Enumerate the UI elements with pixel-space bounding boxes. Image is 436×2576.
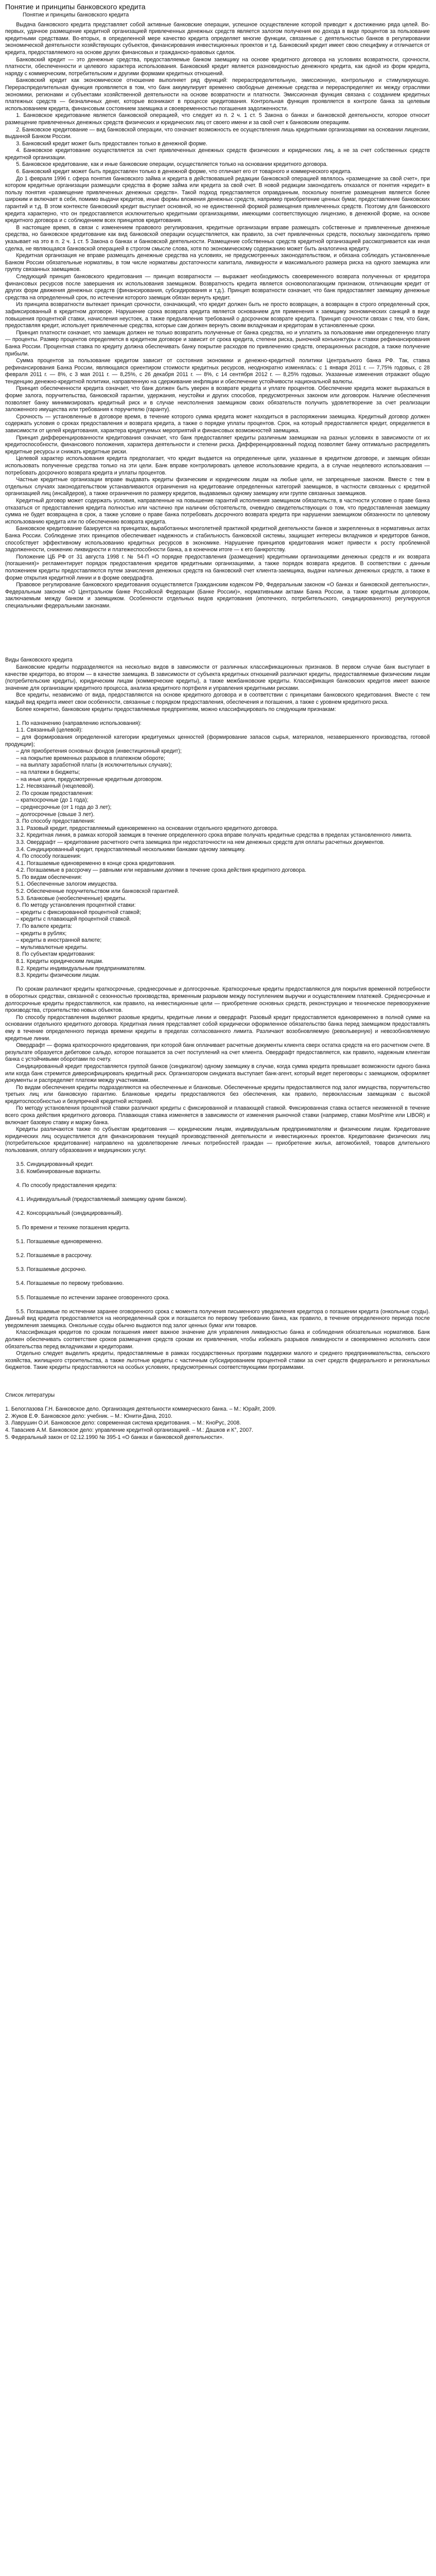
list-item: 3.6. Комбинированные варианты. (16, 1168, 101, 1175)
list-item: 5.4. Погашаемые по первому требованию. (16, 1280, 124, 1287)
paragraph: Овердрафт — форма краткосрочного кредитования, при которой банк оплачивает расчетные документы клиента сверх остатка средств на его расчетном счете. В результате образуется дебетовое сальдо, которое погашается за счет поступлений на счет клиента. Овердрафт предоставляется, как правило, надежным клиентам банка с устойчивыми оборотами по счету. (5, 1042, 430, 1063)
list-item: – кредиты с фиксированной процентной ставкой; (16, 909, 141, 916)
list-item: – кредиты в иностранной валюте; (16, 937, 102, 944)
list-item: 5.3. Бланковые (необеспеченные) кредиты. (16, 895, 127, 902)
paragraph: Выдача банковского кредита представляет собой активные банковские операции, успешное осуществление которой приводит к достижению ряда целей. Во-первых, удачное размещение кредитной организацией привлеченных денежных средств является залогом получения ею дохода в виде процентов за пользование кредитными средствами. Во-вторых, в определенной мере качество кредита определяет многие функции, связанные с деятельностью банков в регулировании экономической деятельности хозяйствующих субъектов, финансирования инвестиционных проектов и т.д. Банковский кредит имеет свою специфику и отличается от кредита, предоставляемого на основе других финансовых и гражданско-правовых сделок. (5, 21, 430, 56)
reference-item: 3. Лаврушин О.И. Банковское дело: современная система кредитования. – М.: КноРус, 2008. (5, 1420, 241, 1427)
paragraph: 6. Банковский кредит может быть предоставлен только в денежной форме, что отличает его от товарного и коммерческого кредита. (16, 168, 352, 175)
paragraph: В настоящее время, в связи с изменением правового регулирования, кредитные организации вправе размещать собственные и привлеченные денежные средства, но банковское кредитование как вид банковской операции осуществляется, как правило, за счет привлеченных средств, поскольку законодатель прямо указывает на это в п. 2 ч. 1 ст. 5 Закона о банках и банковской деятельности. Размещение собственных средств кредитной организацией рассматривается как иная сделка, не являющаяся банковской операцией в строгом смысле слова, хотя по экономическому содержанию может быть аналогична кредиту. (5, 224, 430, 252)
list-item: 1.2. Несвязанный (нецелевой). (16, 783, 95, 790)
list-item: 5.5. Погашаемые по истечении заранее оговоренного срока. (16, 1294, 170, 1301)
paragraph: По срокам различают кредиты краткосрочные, среднесрочные и долгосрочные. Краткосрочные кредиты предоставляются для покрытия временной потребности в оборотных средствах, связанной с сезонностью производства, временным разрывом между поступлением выручки и осуществлением платежей. Среднесрочные и долгосрочные кредиты предоставляются, как правило, на инвестиционные цели — приобретение основных средств, реконструкцию и техническое перевооружение производства, строительство новых объектов. (5, 986, 430, 1014)
list-item: 4.2. Погашаемые в рассрочку — равными или неравными долями в течение срока действия кредитного договора. (16, 867, 307, 874)
section-heading: Виды банковского кредита (5, 657, 73, 664)
paragraph: Банковский кредит — это денежные средства, предоставляемые банком заемщику на основе кредитного договора на условиях возвратности, срочности, платности, обеспеченности и целевого характера использования. Банковский кредит является разновидностью денежного кредита, как одной из форм кредита, наряду с коммерческим, потребительским и другими формами кредитных отношений. (5, 56, 430, 77)
paragraph: Принцип дифференцированности кредитования означает, что банк предоставляет кредиты различным заемщикам на разных условиях в зависимости от их кредитоспособности, финансового положения, характера деятельности и степени риска. Дифференцированный подход позволяет банку оптимально распределять кредитные ресурсы и снижать кредитные риски. (5, 434, 430, 455)
section-repayment (5, 1155, 430, 1371)
paragraph: 5.5. Погашаемые по истечении заранее оговоренного срока с момента получения письменного уведомления кредитора о погашении кредита (онкольные ссуды). Данный вид кредита предоставляется на неопределенный срок и погашается по первому требованию банка, как правило, в течение определенного периода после уведомления заемщика. Онкольные ссуды обычно выдаются под залог ценных бумаг или товаров. (5, 1308, 430, 1329)
document-title: Понятие и принципы банковского кредита (5, 3, 146, 11)
paragraph: Банковское кредитование базируется на принципах, выработанных многолетней практикой кредитной деятельности банков и закрепленных в нормативных актах Банка России. Соблюдение этих принципов обеспечивает надежность и стабильность банковской системы, защищает интересы вкладчиков и кредиторов банков, способствует эффективному использованию кредитных ресурсов в экономике. Нарушение принципов кредитования может привести к росту проблемной задолженности, снижению ликвидности и платежеспособности банка, а в конечном итоге — к его банкротству. (5, 526, 430, 553)
paragraph: 3. Банковский кредит может быть предоставлен только в денежной форме. (16, 140, 207, 147)
paragraph: Синдицированный кредит предоставляется группой банков (синдикатом) одному заемщику в случае, когда сумма кредита превышает возможности одного банка или когда банк стремится диверсифицировать кредитный риск. Организатором синдиката выступает банк-агент, который ведет переговоры с заемщиком, оформляет документы и распределяет платежи между участниками. (5, 1063, 430, 1084)
paragraph: Срочность — установленные в договоре время, в течение которого сумма кредита может находиться в распоряжении заемщика. Кредитный договор должен содержать условия о сроках предоставления и возврата кредита, а также о порядке уплаты процентов. Срок, на который предоставляется кредит, определяется в зависимости от целей кредитования, характера кредитуемых мероприятий и финансовых возможностей заемщика. (5, 413, 430, 434)
paragraph: 5. Банковское кредитование, как и иные банковские операции, осуществляется только на основании кредитного договора. (16, 161, 328, 168)
paragraph: Банковский кредит как экономическое отношение выполняет ряд функций: перераспределительную, эмиссионную, контрольную и стимулирующую. Перераспределительная функция проявляется в том, что банк аккумулирует временно свободные денежные средства и перераспределяет их между отраслями экономики, регионами и субъектами хозяйственной деятельности на основе возвратности и платности. Эмиссионная функция связана с созданием кредитных платежных средств — безналичных денег, которые возникают в процессе кредитования. Контрольная функция проявляется в контроле банка за целевым использованием кредита, финансовым состоянием заемщика и своевременностью погашения задолженности. (5, 77, 430, 112)
list-item: 5.1. Погашаемые единовременно. (16, 1238, 103, 1245)
paragraph: Банковские кредиты подразделяются на несколько видов в зависимости от различных классификационных признаков. В первом случае банк выступает в качестве кредитора, во втором — в качестве заемщика. В зависимости от субъекта кредитных отношений различают кредиты, предоставляемые физическим лицам (потребительские кредиты), юридическим лицам (коммерческие кредиты), а также межбанковские кредиты. Классификация банковских кредитов имеет важное значение для организации кредитного процесса, анализа кредитного портфеля и управления кредитными рисками. (5, 664, 430, 691)
reference-item: 2. Жуков Е.Ф. Банковское дело: учебник. – М.: Юнити-Дана, 2010. (5, 1413, 172, 1419)
list-item: – долгосрочные (свыше 3 лет). (16, 811, 95, 818)
list-item: – на выплату заработной платы (в исключительных случаях); (16, 762, 172, 769)
paragraph: По способу предоставления выделяют разовые кредиты, кредитные линии и овердрафт. Разовый кредит предоставляется единовременно в полной сумме на основании отдельного кредитного договора. Кредитная линия представляет собой юридически оформленное обязательство банка перед заемщиком предоставлять ему в течение определенного периода времени кредиты в пределах согласованного лимита. Различают возобновляемую (револьверную) и невозобновляемую кредитные линии. (5, 1014, 430, 1042)
section-credit-types (5, 657, 430, 1154)
reference-item: 1. Белоглазова Г.Н. Банковское дело. Организация деятельности коммерческого банка. – М.: Юрайт, 2009. (5, 1406, 276, 1413)
reference-item: 4. Тавасиев А.М. Банковское дело: управление кредитной организацией. – М.: Дашков и К°, 2007. (5, 1427, 253, 1433)
list-item: 5.2. Погашаемые в рассрочку. (16, 1252, 92, 1259)
list-item: – среднесрочные (от 1 года до 3 лет); (16, 804, 112, 810)
paragraph: Частные кредитные организации вправе выдавать кредиты физическим и юридическим лицам на любые цели, не запрещенные законом. Вместе с тем в отдельных случаях законодательством устанавливаются ограничения на кредитование определенных категорий заемщиков, в частности связанных с кредитной организацией лиц (инсайдеров), а также ограничения по размеру кредитов, выдаваемых одному заемщику или группе связанных заемщиков. (5, 477, 430, 497)
list-item: 6. По методу установления процентной ставки: (16, 902, 136, 909)
paragraph: Положение ЦБ РФ от 31 августа 1998 г. № 54-П «О порядке предоставления (размещения) кредитными организациями денежных средств и их возврата (погашения)» регламентирует порядок предоставления кредитов кредитными организациями, а также порядок возврата кредитов. В соответствии с данным положением кредиты предоставляются путем зачисления денежных средств на банковский счет клиента-заемщика, выдачи наличных денежных средств, а также в форме открытия кредитной линии и в форме овердрафта. (5, 553, 430, 581)
paragraph: Сумма процентов за пользование кредитом зависит от состояния экономики и денежно-кредитной политики Центрального банка РФ. Так, ставка рефинансирования Банка России, являющаяся ориентиром стоимости кредитных ресурсов, неоднократно изменялась: с 1 января 2011 г. — 7,75% годовых, с 28 февраля 2011 г. — 8%, с 3 мая 2011 г. — 8,25%, с 26 декабря 2011 г. — 8%, с 14 сентября 2012 г. — 8,25% годовых. Указанные изменения отражают общую тенденцию денежно-кредитной политики, направленную на сдерживание инфляции и обеспечение устойчивости национальной валюты. (5, 358, 430, 385)
paragraph: Принцип обеспеченности кредита означает, что банк должен быть уверен в возврате кредита и уплате процентов. Обеспечение кредита может выражаться в форме залога, поручительства, банковской гарантии, удержания, неустойки и других способов, предусмотренных законом или договором. Наличие обеспечения позволяет банку минимизировать кредитный риск и в случае неисполнения заемщиком своих обязательств получить удовлетворение за счет реализации заложенного имущества или требования к поручителю (гаранту). (5, 385, 430, 413)
list-item: 5.1. Обеспеченные залогом имущества. (16, 881, 118, 888)
references-title: Список литературы (5, 1392, 55, 1399)
list-item: – для приобретения основных фондов (инвестиционный кредит); (16, 748, 182, 755)
list-item: 3.3. Овердрафт — кредитование расчетного счета заемщика при недостаточности на нем денежных средств для оплаты расчетных документов. (16, 839, 385, 845)
list-item: 5. По времени и технике погашения кредита. (16, 1224, 130, 1231)
paragraph: По методу установления процентной ставки различают кредиты с фиксированной и плавающей ставкой. Фиксированная ставка остается неизменной в течение всего срока действия кредитного договора. Плавающая ставка изменяется в зависимости от изменения рыночной ставки (например, ставки MosPrime или LIBOR) и включает базовую ставку и маржу банка. (5, 1105, 430, 1126)
paragraph: Следующий принцип банковского кредитования — принцип возвратности — выражает необходимость своевременного возврата полученных от кредитора финансовых ресурсов после завершения их использования заемщиком. Возвратность кредита является основополагающим признаком, отличающим кредит от других форм движения денежных средств (финансирования, субсидирования и т.д.). Принцип возвратности означает, что банк предоставляет заемщику денежные средства на определенный срок, по истечении которого заемщик обязан вернуть кредит. (5, 273, 430, 301)
list-item: – для формирования определенной категории кредитуемых ценностей (формирование запасов сырья, материалов, незавершенного производства, готовой продукции); (5, 734, 430, 748)
reference-item: 5. Федеральный закон от 02.12.1990 № 395-1 «О банках и банковской деятельности». (5, 1434, 224, 1440)
paragraph: Более конкретно, банковские кредиты предоставляемые предприятиям, можно классифицировать по следующим признакам: (16, 706, 336, 713)
list-item: 5.3. Погашаемые досрочно. (16, 1266, 86, 1273)
list-item: 4. По способу погашения: (16, 853, 81, 860)
list-item: 4.2. Консорциальный (синдицированный). (16, 1210, 123, 1217)
list-item: 5.2. Обеспеченные поручительством или банковской гарантией. (16, 888, 180, 895)
paragraph: Принцип платности означает, что заемщик должен не только возвратить полученные от банка средства, но и уплатить за пользование ими определенную плату — проценты. Размер процентов определяется в кредитном договоре и зависит от срока кредита, степени риска, рыночной конъюнктуры и ставки рефинансирования Банка России. Процентная ставка по кредиту должна обеспечивать банку покрытие расходов по привлечению средств, операционных расходов, а также получение прибыли. (5, 329, 430, 357)
list-item: 7. По валюте кредита: (16, 923, 73, 930)
classification-list (5, 720, 430, 979)
list-item: 8. По субъектам кредитования: (16, 951, 95, 958)
paragraph: Правовое регулирование банковского кредитования осуществляется Гражданским кодексом РФ, Федеральным законом «О банках и банковской деятельности», Федеральным законом «О Центральном банке Российской Федерации (Банке России)», нормативными актами Банка России, а также кредитным договором, заключаемым между банком и заемщиком. Особенности отдельных видов кредитования (ипотечного, потребительского, синдицированного) регулируются специальными федеральными законами. (5, 582, 430, 609)
list-item: 1.1. Связанный (целевой): (16, 727, 83, 734)
list-item: 3.4. Синдицированный кредит, предоставляемый несколькими банками одному заемщику. (16, 846, 246, 853)
list-item: 8.1. Кредиты юридическим лицам. (16, 958, 103, 964)
paragraph: Кредиты различаются также по субъектам кредитования — юридическим лицам, индивидуальным предпринимателям и физическим лицам. Кредитование юридических лиц осуществляется для финансирования текущей производственной деятельности и инвестиционных проектов. Кредитование физических лиц (потребительское кредитование) направлено на удовлетворение личных потребностей граждан — приобретение жилья, автомобилей, товаров длительного пользования, оплату образования и медицинских услуг. (5, 1126, 430, 1154)
section-concept (5, 22, 430, 610)
paragraph: Классификация кредитов по срокам погашения имеет важное значение для управления ликвидностью банка и соблюдения обязательных нормативов. Банк должен обеспечивать соответствие сроков размещения средств срокам их привлечения, чтобы избежать разрывов ликвидности и своевременно исполнять свои обязательства перед вкладчиками и кредиторами. (5, 1329, 430, 1350)
list-item: – кредиты с плавающей процентной ставкой. (16, 916, 131, 923)
paragraph: Из принципа возвратности вытекает принцип срочности, означающий, что кредит должен быть не просто возвращен, а возвращен в строго определенный срок, зафиксированный в кредитном договоре. Нарушение срока возврата кредита является основанием для применения к заемщику экономических санкций в виде повышения процентной ставки, начисления неустоек, а также предъявления требований о досрочном возврате кредита. Принцип срочности связан с тем, что банк, предоставляя кредит, использует привлеченные средства, которые сам должен вернуть своим вкладчикам и кредиторам в установленные сроки. (5, 301, 430, 329)
list-item: – краткосрочные (до 1 года); (16, 797, 89, 804)
list-item: 8.2. Кредиты индивидуальным предпринимателям. (16, 965, 146, 972)
list-item: 4.1. Погашаемые единовременно в конце срока кредитования. (16, 860, 176, 867)
list-item: 3. По способу предоставления: (16, 818, 95, 825)
paragraph: Кредитный договор может содержать условия, направленные на повышение гарантий исполнения заемщиком обязательств, в частности условие о праве банка отказаться от предоставления кредита полностью или частично при наличии обстоятельств, очевидно свидетельствующих о том, что предоставленная заемщику сумма не будет возвращена в срок, а также условие о праве банка потребовать досрочного возврата кредита при нарушении заемщиком обязанности по целевому использованию кредита или по обеспечению возврата кредита. (5, 497, 430, 525)
paragraph: 1. Банковское кредитование является банковской операцией, что следует из п. 2 ч. 1 ст. 5 Закона о банках и банковской деятельности, которое относит размещение привлеченных денежных средств физических и юридических лиц от своего имени и за свой счет к банковским операциям. (5, 112, 430, 126)
list-item: 2. По срокам предоставления: (16, 790, 93, 796)
list-item: – на покрытие временных разрывов в платежном обороте; (16, 755, 165, 761)
references (5, 1392, 430, 1441)
paragraph: Кредитная организация не вправе размещать денежные средства на условиях, не предусмотренных законодательством, и обязана соблюдать установленные Банком России обязательные нормативы, в том числе нормативы достаточности капитала, ликвидности и максимального размера риска на одного заемщика или группу связанных заемщиков. (5, 252, 430, 273)
list-item: – на платежи в бюджеты; (16, 769, 80, 775)
list-item: – мультивалютные кредиты. (16, 944, 88, 951)
list-item: 4. По способу предоставления кредита: (16, 1182, 117, 1189)
list-item: 5. По видам обеспечения: (16, 874, 82, 880)
paragraph: 2. Банковское кредитование — вид банковской операции, что означает возможность ее осуществления лишь кредитными организациями на основании лицензии, выданной Банком России. (5, 126, 430, 140)
paragraph: Целевой характер использования кредита предполагает, что кредит выдается на определенные цели, указанные в кредитном договоре, и заемщик обязан использовать полученные средства только на эти цели. Банк вправе контролировать целевое использование кредита, а в случае нецелевого использования — потребовать досрочного возврата кредита и уплаты процентов. (5, 455, 430, 476)
list-item: – на иные цели, предусмотренные кредитным договором. (16, 776, 163, 783)
list-item: 1. По назначению (направлению использования): (16, 720, 142, 726)
paragraph: 4. Банковское кредитование осуществляется за счет привлеченных денежных средств физических и юридических лиц, а не за счет собственных средств кредитной организации. (5, 147, 430, 161)
list-item: – кредиты в рублях; (16, 930, 67, 937)
list-item: 3.1. Разовый кредит, предоставляемый единовременно на основании отдельного кредитного договора. (16, 825, 278, 832)
paragraph: Отдельно следует выделить кредиты, предоставляемые в рамках государственных программ поддержки малого и среднего предпринимательства, сельского хозяйства, жилищного строительства, а также льготные кредиты с частичным субсидированием процентной ставки за счет средств федерального и региональных бюджетов. Такие кредиты предоставляются на особых условиях, предусмотренных соответствующими программами. (5, 1350, 430, 1371)
paragraph: Все кредиты, независимо от вида, предоставляются на основе кредитного договора и в соответствии с принципами банковского кредитования. Вместе с тем каждый вид кредита имеет свои особенности, связанные с порядком предоставления, обеспечения и погашения, а также с уровнем кредитного риска. (5, 692, 430, 706)
list-item: 3.5. Синдицированный кредит. (16, 1161, 94, 1168)
document-subtitle: Понятие и принципы банковского кредита (23, 12, 129, 18)
list-item: 8.3. Кредиты физическим лицам. (16, 972, 100, 979)
paragraph: По видам обеспечения кредиты подразделяются на обеспеченные и бланковые. Обеспеченные кредиты предоставляются под залог имущества, поручительство третьих лиц или банковскую гарантию. Бланковые кредиты предоставляются без обеспечения, как правило, первоклассным заемщикам с высокой кредитоспособностью и безупречной кредитной историей. (5, 1084, 430, 1105)
paragraph: До 1 февраля 1996 г. сфера понятия банковского займа и кредита в действовавшей редакции банковской операцией являлось «размещение за свой счет», при котором кредитные организации размещали средства в форме займа или кредита за свой счет. В новой редакции законодатель отказался от понятия «кредит» в пользу понятия «размещение привлеченных денежных средств». Такой подход представляется оправданным, поскольку понятие размещения является более широким и включает в себя, помимо выдачи кредитов, иные формы вложения денежных средств, например приобретение ценных бумаг, предоставление банковских гарантий и т.д. В этом контексте банковский кредит выступает основной, но не единственной формой размещения привлеченных средств. Поэтому для банковского кредита характерно, что он предоставляется исключительно кредитными организациями, имеющими соответствующую лицензию, в денежной форме, на основе кредитного договора и с соблюдением всех принципов кредитования. (5, 175, 430, 224)
list-item: 3.2. Кредитная линия, в рамках которой заемщик в течение определенного срока вправе получать кредитные средства в пределах установленного лимита. (16, 832, 412, 839)
list-item: 4.1. Индивидуальный (предоставляемый заемщику одним банком). (16, 1196, 187, 1203)
